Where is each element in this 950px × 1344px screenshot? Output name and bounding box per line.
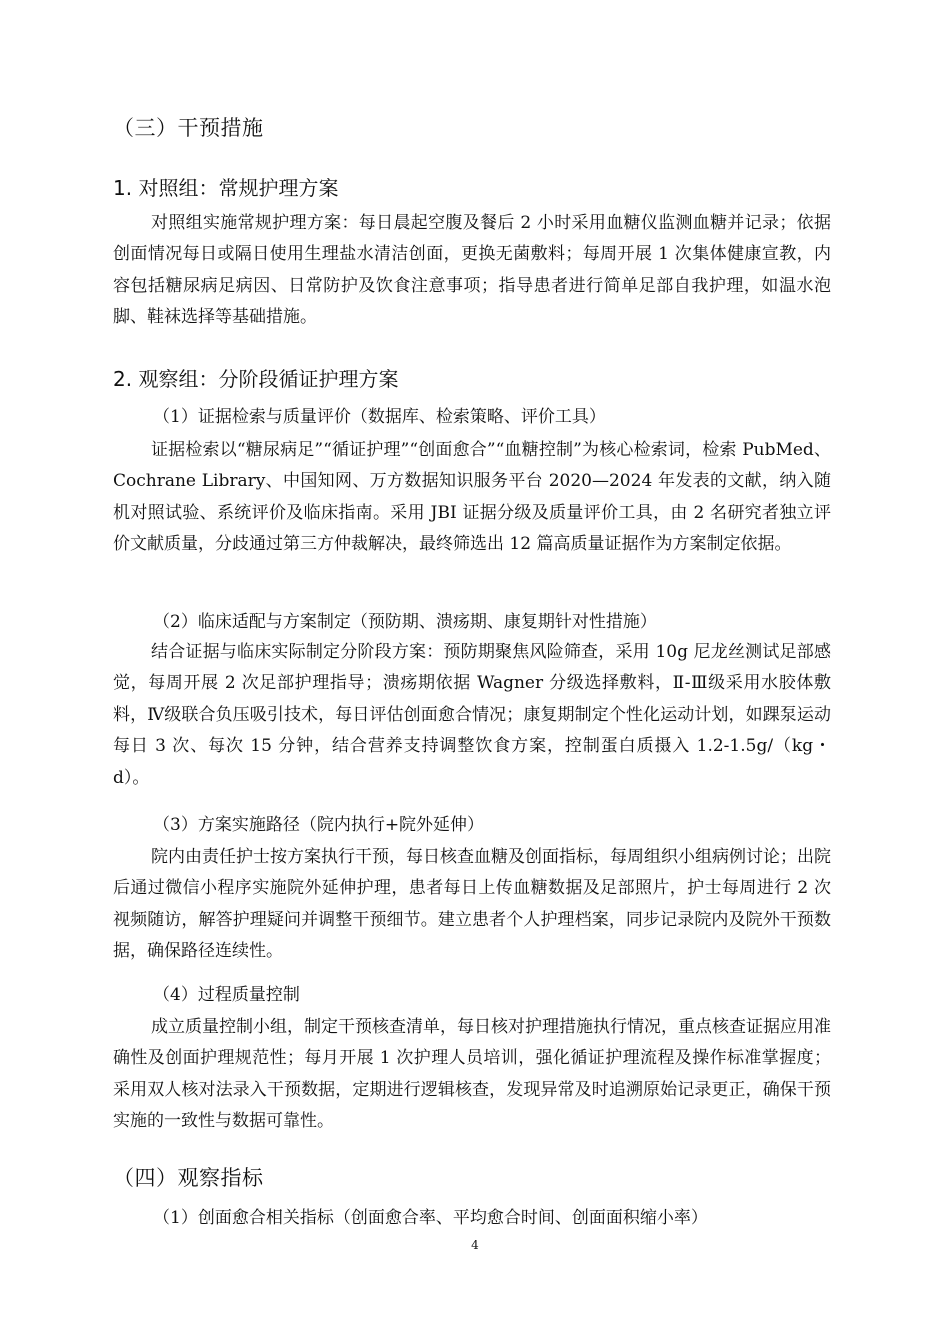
paragraph-quality-control: 成立质量控制小组，制定干预核查清单，每日核对护理措施执行情况，重点核查证据应用准确性及创面护理规范性；每月开展 1 次护理人员培训，强化循证护理流程及操作标准掌握度；采用双人核对法录入干预数据，定期进行逻辑核查，发现异常及时追溯原始记录更正，确保干预实施的一致性与数据可靠性。 [113,1017,831,1132]
paragraph-implementation-path: 院内由责任护士按方案执行干预，每日核查血糖及创面指标，每周组织小组病例讨论；出院后通过微信小程序实施院外延伸护理，患者每日上传血糖数据及足部照片，护士每周进行 2 次视频随访，解答护理疑问并调整干预细节。建立患者个人护理档案，同步记录院内及院外干预数据，确保路径连续性。 [113,847,831,962]
paragraph-control-group: 对照组实施常规护理方案：每日晨起空腹及餐后 2 小时采用血糖仪监测血糖并记录；依据创面情况每日或隔日使用生理盐水清洁创面，更换无菌敷料；每周开展 1 次集体健康宣教，内容包括糖尿病足病因、日常防护及饮食注意事项；指导患者进行简单足部自我护理，如温水泡脚、鞋袜选择等基础措施。 [113,213,831,328]
item-evidence-retrieval-title: （1）证据检索与质量评价（数据库、检索策略、评价工具） [153,407,606,427]
subheading-observation-group: 2. 观察组：分阶段循证护理方案 [113,367,399,391]
paragraph-evidence-retrieval: 证据检索以“糖尿病足”“循证护理”“创面愈合”“血糖控制”为核心检索词，检索 PubMed、Cochrane Library、中国知网、万方数据知识服务平台 2020—2024 年发表的文献，纳入随机对照试验、系统评价及临床指南。采用 JBI 证据分级及质量评价工具，由 2 名研究者独立评价文献质量，分歧通过第三方仲裁解决，最终筛选出 12 篇高质量证据作为方案制定依据。 [113,440,831,555]
paragraph-clinical-adaptation: 结合证据与临床实际制定分阶段方案：预防期聚焦风险筛查，采用 10g 尼龙丝测试足部感觉，每周开展 2 次足部护理指导；溃疡期依据 Wagner 分级选择敷料，Ⅱ-Ⅲ级采用水胶体敷料，Ⅳ级联合负压吸引技术，每日评估创面愈合情况；康复期制定个性化运动计划，如踝泵运动每日 3 次、每次 15 分钟，结合营养支持调整饮食方案，控制蛋白质摄入 1.2-1.5g/（kg・d）。 [113,642,831,788]
section-heading-observation-indicators: （四）观察指标 [113,1166,264,1190]
page-number: 4 [471,1238,479,1252]
subheading-control-group: 1. 对照组：常规护理方案 [113,176,339,200]
item-wound-healing-title: （1）创面愈合相关指标（创面愈合率、平均愈合时间、创面面积缩小率） [153,1208,708,1228]
item-clinical-adaptation-title: （2）临床适配与方案制定（预防期、溃疡期、康复期针对性措施） [153,612,657,632]
item-quality-control-title: （4）过程质量控制 [153,985,300,1005]
section-heading-intervention: （三）干预措施 [113,116,264,140]
item-implementation-path-title: （3）方案实施路径（院内执行+院外延伸） [153,815,485,835]
